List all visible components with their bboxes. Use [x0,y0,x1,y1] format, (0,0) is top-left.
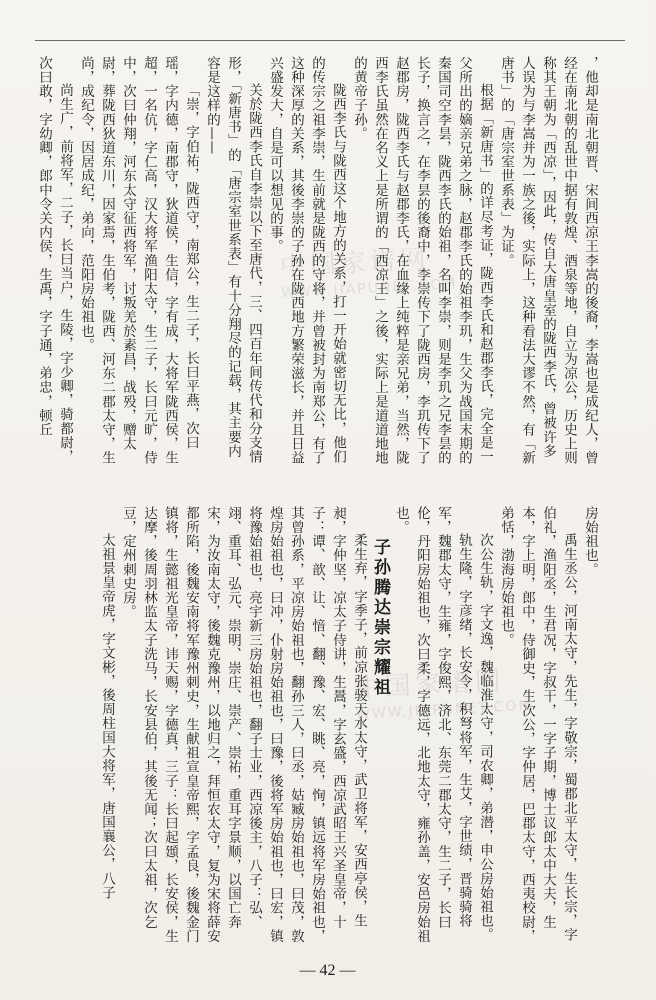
top-text-block [36,56,600,466]
paragraph: 关於陇西李氏自李崇以下至唐代，三、四百年间传代和分支情形，「新唐书」的「唐宗室世系表」有十分翔尽的记载，其主要内容是这样的—— [204,56,262,464]
section-heading: 子孙腾达崇宗耀祖 [370,538,390,698]
paragraph: 次公生轨，字文逸，魏临淮太守，司农卿，弟潜，申公房始祖也。 [477,533,493,942]
watermark-text-2: 中国家谱网 [354,666,506,704]
page-number: — 42 — [299,962,356,979]
paragraph: 禹生丞公，河南太守，先生，字敬宗，蜀郡北平太守，生长宗，字伯礼，渔阳丞，生君况，字叔干，一字子期，博士议郎太中大夫，生本，字上明，郎中，侍御史，生次公，字仲居，巴郡太守，西夷校尉，弟恬，渤海房始祖也。 [498,506,577,944]
watermark-text: 中国家谱网 [279,244,431,283]
watermark-url-2: WWW.JIAPUNET.COM [355,697,533,723]
paragraph: 陇西李氏与陇西这个地方的关系，打一开始就密切无比，他们的传宗之祖李崇，生前就是陇西的守将，并曾被封为南郑公，有了这种深厚的关系，其後李崇的子孙在陇西地方繁荣滋长，并且日益兴盛发大，自是可以想见的事。 [267,56,346,465]
paragraph: 根据「新唐书」的详尽考证，陇西李氏和赵郡李氏，完全是一父所出的嫡亲兄弟之脉，赵郡李氏的始祖李玑，生父为战国末期的秦国司空李昙，陇西李氏的始祖，名叫李崇，则是李玑之兄李昙的长子，换言之，在李昙的後裔中，李崇传下了陇西房，李玑传下了赵郡房，陇西李氏与赵郡李氏，在血缘上纯粹是亲兄弟，当然，陇西李氏虽然在名义上是所谓的「西凉王」之後，实际上是道道地地的黄帝子孙。 [351,56,493,465]
paragraph: 轨生隆，字彦绪，长安令，积弩将军，生艾，字世绩，晋骑骑将军，魏郡太守，生雍，字俊熙，济北、东莞二郡太守，生二子，长曰伦，丹阳房始祖也，次曰柔，字德远，北地太守，雍孙盖，安邑房始祖也。 [393,506,472,944]
paragraph: 尚生广，前将军，二子，长曰当户，生陵，字少卿，骑都尉，次曰敢，字幼卿，郎中令关内侯，生禹，字子通，弟忠，顿丘 [36,56,73,464]
paragraph: 「崇，字伯祐，陇西守，南郑公，生二子，长曰平燕，次曰瑶，字内德，南郡守，狄道侯，生信，字有成，大将军陇西侯，生超，一名伉，字仁高，汉大将军渔阳太守，生二子，长曰元旷，侍中，次曰仲翔，河东太守征西将军，讨叛羌於素昌，战殁，赠太尉，葬陇西狄道东川，因家焉，生伯考，陇西、河东二郡太守，生尚，成纪令，因居成纪，弟向，范阳房始祖也。 [78,56,199,465]
watermark-url: WWW.JIAPUNET.COM [280,276,458,302]
paragraph: 柔生弃，字季子，前凉张骏天水太守，武卫将军，安西亭侯，生昶，字仲坚，凉太子侍讲，生暠，字玄盛，西凉武昭王兴圣皇帝，十子：谭、歆、让、愔、翻、豫、宏、眺、亮，恂，镇远将军房始祖也，其曾孙系，平凉房始祖也，翻孙三人，曰丞，姑臧房始祖也，曰茂，敦煌房始祖也，曰冲，仆射房始祖也，曰豫，後将军房始祖也，曰宏，镇将豫始祖也，亮宇新三房始祖也，翻子士业，西凉後主，八子：弘、翊、重耳、弘元、崇明、崇庄、崇产、崇祐，重耳字景顺，以国亡奔宋，为汝南太守，後魏克豫州，以地归之，拜恒农太守，复为宋将薛安都所陷，後魏安南将军豫州刺史，生献祖宣皇帝熙，字孟良，後魏金门镇将，生懿祖光皇帝，讳天赐，字德真，三子：长曰起頲，长安侯，生达摩，後周羽林监太子洗马，长安县伯，其後无闻；次曰太祖，次乞豆，定州刺史房。 [120,506,367,944]
paragraph: 房始祖也。 [582,506,598,577]
paragraph: ，他却是南北朝晋、宋间西凉王李嵩的後裔，李嵩也是成纪人，曾经在南北朝的乱世中据有敦煌、酒泉等地，自立为凉公，历史上则称其王朝为「西凉」，因此，传自大唐皇室的陇西李氏，曾被许多人误为与李嵩并为一族之後，实际上，这种看法大谬不然，有「新唐书」的「唐宗室世系表」为证。 [498,56,598,465]
header-rule [35,40,625,41]
paragraph: 太祖景皇帝虎，字文彬，後周柱国大将军，唐国襄公，八子 [99,533,115,900]
bottom-text-block [40,506,600,946]
